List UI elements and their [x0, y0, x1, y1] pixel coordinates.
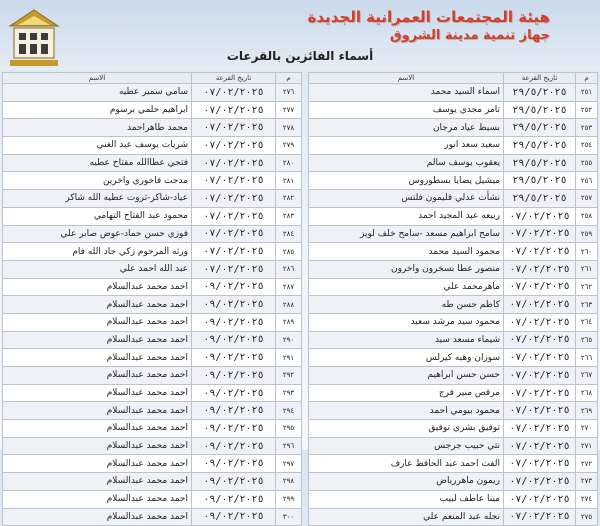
table-row — [309, 331, 598, 349]
row-number: ٢٨١ — [276, 172, 302, 190]
row-winner-name: احمد محمد عبدالسلام — [3, 313, 192, 331]
row-number: ٢٦٩ — [576, 402, 598, 420]
row-winner-name: احمد محمد عبدالسلام — [3, 278, 192, 296]
table-row — [309, 402, 598, 420]
row-winner-name: احمد محمد عبدالسلام — [3, 473, 192, 491]
row-winner-name: تامر مجدي يوسف — [309, 101, 504, 119]
row-draw-date: ٠٧/٠٢/٢٠٢٥ — [504, 420, 576, 438]
col-header-name: الاسم — [309, 73, 504, 84]
row-draw-date: ٠٧/٠٢/٢٠٢٥ — [192, 119, 276, 137]
row-number: ٢٨٣ — [276, 207, 302, 225]
row-winner-name: شريات يوسف عبد الغني — [3, 137, 192, 155]
row-number: ٢٧٧ — [276, 101, 302, 119]
row-winner-name: عياد-شاكر-ثروت عطيه الله شاكر — [3, 190, 192, 208]
row-winner-name: فتحي عطاالله مفتاح عطيه — [3, 154, 192, 172]
table-row — [3, 367, 302, 385]
table-row — [309, 455, 598, 473]
row-draw-date: ٢٩/٥/٢٠٢٥ — [504, 190, 576, 208]
row-number: ٢٧٢ — [576, 455, 598, 473]
table-row — [3, 313, 302, 331]
row-number: ٢٥٥ — [576, 154, 598, 172]
table-row — [3, 455, 302, 473]
row-winner-name: ربيعه عبد المجيد احمد — [309, 207, 504, 225]
row-number: ٢٦٥ — [576, 331, 598, 349]
row-number: ٢٩٤ — [276, 402, 302, 420]
row-number: ٢٧٥ — [576, 508, 598, 526]
table-row — [3, 420, 302, 438]
table-row — [309, 190, 598, 208]
row-number: ٢٥٧ — [576, 190, 598, 208]
organization-header — [308, 8, 550, 44]
row-draw-date: ٠٧/٠٢/٢٠٢٥ — [504, 207, 576, 225]
row-number: ٢٩٠ — [276, 331, 302, 349]
table-row — [309, 313, 598, 331]
table-row — [309, 225, 598, 243]
table-row — [309, 296, 598, 314]
org-subname: جهاز تنمية مدينة الشروق — [390, 28, 550, 43]
row-winner-name: مدحت فاخوري واخرين — [3, 172, 192, 190]
row-draw-date: ٠٧/٠٢/٢٠٢٥ — [504, 225, 576, 243]
row-draw-date: ٠٩/٠٢/٢٠٢٥ — [192, 455, 276, 473]
table-row — [3, 119, 302, 137]
row-number: ٢٦٢ — [576, 278, 598, 296]
row-number: ٢٨٤ — [276, 225, 302, 243]
row-draw-date: ٢٩/٥/٢٠٢٥ — [504, 101, 576, 119]
table-row — [3, 296, 302, 314]
table-row — [309, 137, 598, 155]
row-number: ٢٩٢ — [276, 367, 302, 385]
row-draw-date: ٠٧/٠٢/٢٠٢٥ — [504, 313, 576, 331]
table-row — [3, 172, 302, 190]
row-draw-date: ٠٧/٠٢/٢٠٢٥ — [504, 243, 576, 261]
row-winner-name: شيماء مسعد سيد — [309, 331, 504, 349]
row-number: ٢٩٣ — [276, 384, 302, 402]
row-winner-name: احمد محمد عبدالسلام — [3, 296, 192, 314]
row-winner-name: بسيط عياد مرجان — [309, 119, 504, 137]
row-draw-date: ٢٩/٥/٢٠٢٥ — [504, 137, 576, 155]
table-row — [309, 101, 598, 119]
row-winner-name: ميشيل يضايا بسطوروس — [309, 172, 504, 190]
table-row — [3, 260, 302, 278]
row-number: ٢٩٩ — [276, 490, 302, 508]
row-winner-name: محمود عبد الفتاح التهامي — [3, 207, 192, 225]
row-draw-date: ٠٩/٠٢/٢٠٢٥ — [192, 508, 276, 526]
row-winner-name: محمد طاهراحمد — [3, 119, 192, 137]
table-row — [3, 331, 302, 349]
row-number: ٢٧٨ — [276, 119, 302, 137]
row-draw-date: ٠٧/٠٢/٢٠٢٥ — [504, 508, 576, 526]
row-winner-name: ورثه المرحوم زكي جاد الله فام — [3, 243, 192, 261]
row-draw-date: ٠٧/٠٢/٢٠٢٥ — [504, 437, 576, 455]
row-number: ٢٩١ — [276, 349, 302, 367]
row-draw-date: ٠٧/٠٢/٢٠٢٥ — [504, 473, 576, 491]
table-row — [3, 490, 302, 508]
col-header-date: تاريخ القرعة — [192, 73, 276, 84]
table-row — [3, 508, 302, 526]
org-name: هيئة المجتمعات العمرانية الجديدة — [307, 8, 550, 26]
row-number: ٢٦٠ — [576, 243, 598, 261]
row-draw-date: ٠٩/٠٢/٢٠٢٥ — [192, 278, 276, 296]
row-winner-name: محمود سيد مرشد سعيد — [309, 313, 504, 331]
table-row — [309, 119, 598, 137]
table-header-row — [309, 73, 598, 84]
row-number: ٢٩٥ — [276, 420, 302, 438]
table-row — [3, 225, 302, 243]
row-winner-name: سامي سمير عطيه — [3, 84, 192, 102]
row-number: ٢٧١ — [576, 437, 598, 455]
row-draw-date: ٠٧/٠٢/٢٠٢٥ — [192, 190, 276, 208]
row-draw-date: ٠٩/٠٢/٢٠٢٥ — [192, 473, 276, 491]
row-number: ٢٨٩ — [276, 313, 302, 331]
table-row — [309, 473, 598, 491]
row-winner-name: احمد محمد عبدالسلام — [3, 420, 192, 438]
row-winner-name: نشأت عدلي قليمون فلتس — [309, 190, 504, 208]
row-number: ٢٧٦ — [276, 84, 302, 102]
table-row — [309, 154, 598, 172]
winners-table-left — [2, 72, 302, 526]
row-draw-date: ٠٩/٠٢/٢٠٢٥ — [192, 402, 276, 420]
row-winner-name: فوزي حسن حماد-عوض صابر علي — [3, 225, 192, 243]
row-winner-name: ماهرمحمد علي — [309, 278, 504, 296]
row-draw-date: ٢٩/٥/٢٠٢٥ — [504, 172, 576, 190]
row-winner-name: احمد محمد عبدالسلام — [3, 367, 192, 385]
row-number: ٢٨٠ — [276, 154, 302, 172]
row-draw-date: ٠٩/٠٢/٢٠٢٥ — [192, 437, 276, 455]
row-draw-date: ٢٩/٥/٢٠٢٥ — [504, 84, 576, 102]
winners-table-right — [308, 72, 598, 526]
row-winner-name: احمد محمد عبدالسلام — [3, 384, 192, 402]
table-header-row — [3, 73, 302, 84]
row-draw-date: ٠٧/٠٢/٢٠٢٥ — [504, 296, 576, 314]
table-row — [3, 243, 302, 261]
row-draw-date: ٠٩/٠٢/٢٠٢٥ — [192, 296, 276, 314]
row-number: ٢٨٨ — [276, 296, 302, 314]
row-winner-name: سامح ابراهيم مسعد -سامح خلف لويز — [309, 225, 504, 243]
row-draw-date: ٠٧/٠٢/٢٠٢٥ — [192, 260, 276, 278]
row-number: ٢٧٠ — [576, 420, 598, 438]
row-winner-name: محمود السيد محمد — [309, 243, 504, 261]
row-draw-date: ٠٧/٠٢/٢٠٢٥ — [504, 278, 576, 296]
table-row — [3, 349, 302, 367]
row-winner-name: سعيد سعد انور — [309, 137, 504, 155]
row-draw-date: ٠٧/٠٢/٢٠٢٥ — [192, 101, 276, 119]
row-winner-name: احمد محمد عبدالسلام — [3, 508, 192, 526]
row-winner-name: منصور عطا بسخرون واخرون — [309, 260, 504, 278]
row-draw-date: ٠٩/٠٢/٢٠٢٥ — [192, 384, 276, 402]
row-winner-name: اسماء السيد محمد — [309, 84, 504, 102]
row-draw-date: ٠٩/٠٢/٢٠٢٥ — [192, 490, 276, 508]
row-number: ٢٨٦ — [276, 260, 302, 278]
row-number: ٢٨٥ — [276, 243, 302, 261]
table-row — [3, 154, 302, 172]
row-number: ٢٥٣ — [576, 119, 598, 137]
row-number: ٢٥٤ — [576, 137, 598, 155]
row-winner-name: نتي حبيب جرجس — [309, 437, 504, 455]
row-number: ٢٦١ — [576, 260, 598, 278]
row-winner-name: احمد محمد عبدالسلام — [3, 331, 192, 349]
row-number: ٢٦٤ — [576, 313, 598, 331]
row-draw-date: ٢٩/٥/٢٠٢٥ — [504, 154, 576, 172]
table-row — [309, 207, 598, 225]
col-header-number: م — [576, 73, 598, 84]
row-number: ٢٨٢ — [276, 190, 302, 208]
row-number: ٢٥٩ — [576, 225, 598, 243]
row-winner-name: الفت احمد عبد الحافظ عارف — [309, 455, 504, 473]
row-winner-name: ابراهيم حلمي برسوم — [3, 101, 192, 119]
row-draw-date: ٠٩/٠٢/٢٠٢٥ — [192, 313, 276, 331]
row-winner-name: احمد محمد عبدالسلام — [3, 349, 192, 367]
table-row — [309, 260, 598, 278]
row-draw-date: ٠٧/٠٢/٢٠٢٥ — [192, 137, 276, 155]
row-number: ٢٥٢ — [576, 101, 598, 119]
row-draw-date: ٠٧/٠٢/٢٠٢٥ — [192, 154, 276, 172]
row-draw-date: ٠٧/٠٢/٢٠٢٥ — [504, 367, 576, 385]
row-winner-name: مينا عاطف لبيب — [309, 490, 504, 508]
row-winner-name: نجله عبد المنعم علي — [309, 508, 504, 526]
table-row — [3, 402, 302, 420]
table-row — [3, 137, 302, 155]
row-draw-date: ٠٧/٠٢/٢٠٢٥ — [192, 84, 276, 102]
row-draw-date: ٠٧/٠٢/٢٠٢٥ — [504, 260, 576, 278]
row-winner-name: ريمون ماهررياض — [309, 473, 504, 491]
row-draw-date: ٠٩/٠٢/٢٠٢٥ — [192, 367, 276, 385]
table-row — [3, 473, 302, 491]
row-draw-date: ٠٧/٠٢/٢٠٢٥ — [192, 207, 276, 225]
table-row — [3, 384, 302, 402]
table-row — [309, 420, 598, 438]
row-draw-date: ٢٩/٥/٢٠٢٥ — [504, 119, 576, 137]
row-draw-date: ٠٧/٠٢/٢٠٢٥ — [504, 402, 576, 420]
row-number: ٢٥٦ — [576, 172, 598, 190]
row-draw-date: ٠٧/٠٢/٢٠٢٥ — [192, 225, 276, 243]
row-draw-date: ٠٧/٠٢/٢٠٢٥ — [504, 384, 576, 402]
table-row — [309, 84, 598, 102]
row-draw-date: ٠٧/٠٢/٢٠٢٥ — [504, 349, 576, 367]
row-number: ٢٦٣ — [576, 296, 598, 314]
row-number: ٢٦٦ — [576, 349, 598, 367]
table-row — [309, 243, 598, 261]
row-draw-date: ٠٧/٠٢/٢٠٢٥ — [504, 331, 576, 349]
row-draw-date: ٠٧/٠٢/٢٠٢٥ — [504, 490, 576, 508]
row-winner-name: يعقوب يوسف سالم — [309, 154, 504, 172]
row-number: ٢٩٨ — [276, 473, 302, 491]
row-winner-name: احمد محمد عبدالسلام — [3, 490, 192, 508]
row-number: ٢٨٧ — [276, 278, 302, 296]
row-winner-name: احمد محمد عبدالسلام — [3, 437, 192, 455]
row-number: ٣٠٠ — [276, 508, 302, 526]
table-row — [309, 490, 598, 508]
table-row — [3, 207, 302, 225]
row-draw-date: ٠٧/٠٢/٢٠٢٥ — [192, 243, 276, 261]
row-winner-name: احمد محمد عبدالسلام — [3, 455, 192, 473]
row-winner-name: حسن حسن ابراهيم — [309, 367, 504, 385]
row-draw-date: ٠٧/٠٢/٢٠٢٥ — [504, 455, 576, 473]
row-number: ٢٦٨ — [576, 384, 598, 402]
row-winner-name: عبد الله احمد علي — [3, 260, 192, 278]
row-number: ٢٩٧ — [276, 455, 302, 473]
row-number: ٢٥١ — [576, 84, 598, 102]
row-winner-name: توفيق بشري توفيق — [309, 420, 504, 438]
row-number: ٢٧٩ — [276, 137, 302, 155]
table-row — [3, 190, 302, 208]
table-row — [309, 172, 598, 190]
row-winner-name: كاظم حسن طه — [309, 296, 504, 314]
table-row — [3, 84, 302, 102]
table-row — [3, 278, 302, 296]
table-row — [3, 437, 302, 455]
row-draw-date: ٠٧/٠٢/٢٠٢٥ — [192, 172, 276, 190]
row-number: ٢٧٣ — [576, 473, 598, 491]
row-number: ٢٧٤ — [576, 490, 598, 508]
row-number: ٢٦٧ — [576, 367, 598, 385]
col-header-date: تاريخ القرعة — [504, 73, 576, 84]
table-row — [309, 508, 598, 526]
row-number: ٢٥٨ — [576, 207, 598, 225]
col-header-name: الاسم — [3, 73, 192, 84]
table-row — [309, 278, 598, 296]
row-winner-name: محمود بيومي احمد — [309, 402, 504, 420]
table-row — [309, 367, 598, 385]
page-title: أسماء الفائزين بالقرعات — [226, 49, 374, 63]
col-header-number: م — [276, 73, 302, 84]
row-winner-name: سوزان وهبه كيرلس — [309, 349, 504, 367]
row-draw-date: ٠٩/٠٢/٢٠٢٥ — [192, 331, 276, 349]
table-row — [309, 349, 598, 367]
row-draw-date: ٠٩/٠٢/٢٠٢٥ — [192, 349, 276, 367]
table-row — [309, 437, 598, 455]
row-number: ٢٩٦ — [276, 437, 302, 455]
table-row — [3, 101, 302, 119]
table-row — [309, 384, 598, 402]
row-winner-name: مرقص منير فرج — [309, 384, 504, 402]
row-draw-date: ٠٩/٠٢/٢٠٢٥ — [192, 420, 276, 438]
row-winner-name: احمد محمد عبدالسلام — [3, 402, 192, 420]
